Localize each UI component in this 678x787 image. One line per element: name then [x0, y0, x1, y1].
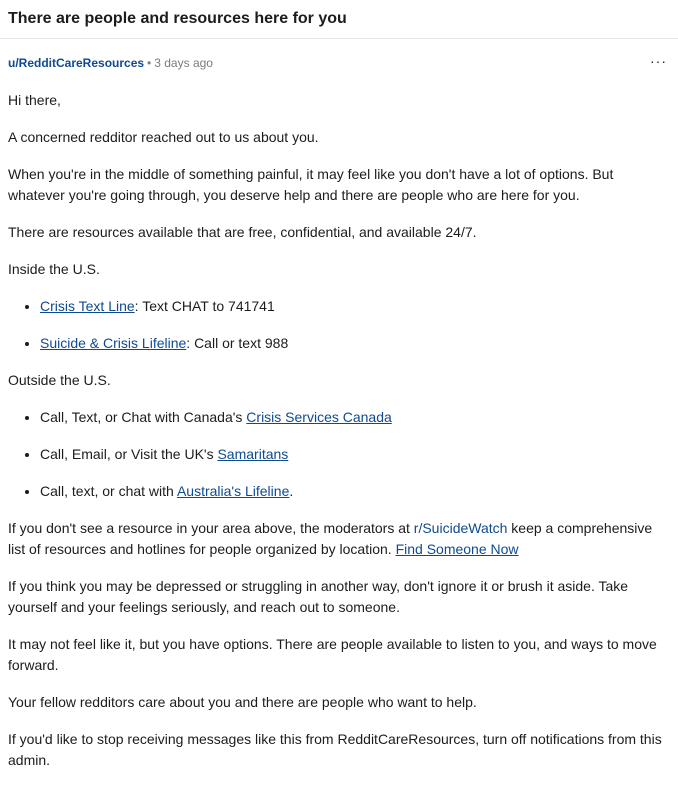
paragraph-resources: There are resources available that are free, confidential, and available 24/7.	[8, 224, 477, 240]
greeting: Hi there,	[8, 92, 61, 108]
list-item	[40, 444, 673, 465]
paragraph-options: It may not feel like it, but you have options. There are people available to listen to you, and ways to move forward.	[8, 636, 657, 673]
crisis-services-canada-link[interactable]: Crisis Services Canada	[246, 409, 392, 425]
find-someone-now-link[interactable]: Find Someone Now	[395, 541, 519, 557]
paragraph-intro: A concerned redditor reached out to us about you.	[8, 129, 319, 145]
samaritans-link[interactable]: Samaritans	[217, 446, 289, 462]
list-item-text: Call, Email, or Visit the UK's	[40, 446, 218, 462]
message-body	[8, 90, 673, 787]
suicidewatch-subreddit-link[interactable]: r/SuicideWatch	[413, 520, 508, 536]
author-link[interactable]: u/RedditCareResources	[8, 56, 145, 70]
australias-lifeline-link[interactable]: Australia's Lifeline	[176, 483, 290, 499]
post-meta	[8, 54, 670, 72]
paragraph-opt-out: If you'd like to stop receiving messages like this from RedditCareResources, turn off notifications from this admin.	[8, 731, 662, 768]
list-item	[40, 333, 673, 354]
suicide-crisis-lifeline-link[interactable]: Suicide & Crisis Lifeline	[40, 335, 187, 351]
separator-dot: •	[147, 56, 152, 70]
paragraph-support: When you're in the middle of something painful, it may feel like you don't have a lot of options. But whatever you're going through, you deserve help and there are people who are here for you.	[8, 166, 614, 203]
list-item-suffix: .	[289, 483, 294, 499]
outside-us-list	[8, 407, 673, 502]
paragraph-care: Your fellow redditors care about you and there are people who want to help.	[8, 694, 477, 710]
list-item-text: Call, text, or chat with	[40, 483, 177, 499]
paragraph-text: keep a comprehensive list of resources and hotlines for people organized by location.	[8, 520, 653, 557]
crisis-text-line-link[interactable]: Crisis Text Line	[40, 298, 135, 314]
more-options-icon[interactable]: ···	[650, 53, 667, 69]
page-title: There are people and resources here for you	[8, 10, 347, 27]
list-item	[40, 481, 673, 502]
outside-us-heading: Outside the U.S.	[8, 372, 111, 388]
list-item-text: : Text CHAT to 741741	[134, 298, 275, 314]
list-item-text: Call, Text, or Chat with Canada's	[40, 409, 247, 425]
post-time: 3 days ago	[154, 56, 213, 70]
inside-us-heading: Inside the U.S.	[8, 261, 100, 277]
paragraph-depressed: If you think you may be depressed or struggling in another way, don't ignore it or brush it aside. Take yourself and your feelings seriously, and reach out to someone.	[8, 578, 629, 615]
header	[0, 0, 678, 39]
list-item-text: : Call or text 988	[186, 335, 289, 351]
inside-us-list	[8, 296, 673, 354]
list-item	[40, 296, 673, 317]
paragraph-suicidewatch	[8, 518, 673, 560]
paragraph-text: If you don't see a resource in your area above, the moderators at	[8, 520, 414, 536]
list-item	[40, 407, 673, 428]
